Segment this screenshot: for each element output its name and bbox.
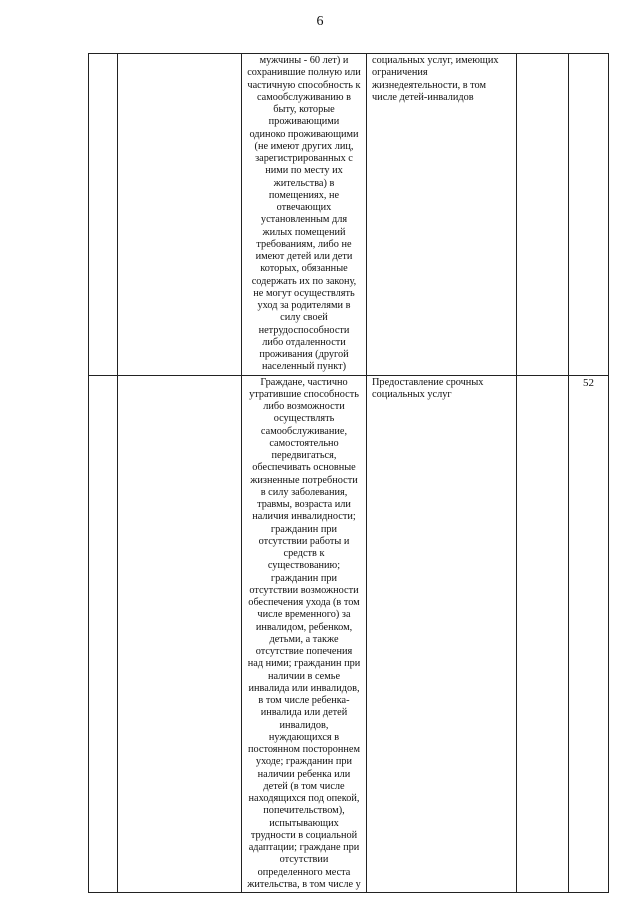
table-cell-empty	[118, 375, 242, 893]
table-row	[89, 375, 609, 893]
number-cell	[569, 54, 609, 376]
row-number	[569, 54, 608, 55]
table-row	[89, 54, 609, 376]
recipients-cell	[242, 54, 367, 376]
number-cell	[569, 375, 609, 893]
recipients-cell	[242, 375, 367, 893]
table-cell-empty	[89, 375, 118, 893]
row-number: 52	[583, 376, 594, 389]
page-number: 6	[316, 14, 324, 29]
recipients-text: мужчины - 60 лет) и сохранившие полную или частичную способность к самообслуживанию в быту, которые проживающими одиноко проживающими (не имеют других лиц, зарегистрированных с ними по месту их жительства) в помещениях, не отвечающих установленным для жилых помещений требованиям, либо не имеют детей или дети которых, обязанные содержать их по закону, не могут осуществлять уход за родителями в силу своей нетрудоспособности либо отдаленности проживания (другой населенный пункт)	[247, 55, 361, 373]
table-cell-empty	[517, 375, 569, 893]
services-cell	[367, 375, 517, 893]
table-cell-empty	[517, 54, 569, 376]
recipients-text: Граждане, частично утратившие способность либо возможности осуществлять самообслуживание, самостоятельно передвигаться, обеспечивать основные жизненные потребности в силу заболевания, травмы, возраста или наличия инвалидности; гражданин при отсутствии работы и средств к существованию; гражданин при отсутствии возможности обеспечения ухода (в том числе временного) за инвалидом, ребенком, детьми, а также отсутствие попечения над ними; гражданин при наличии в семье инвалида или инвалидов, в том числе ребенка- инвалида или детей инвалидов, нуждающихся в постоянном постороннем уходе; гражданин при наличии ребенка или детей (в том числе находящихся под опекой, попечительством), испытывающих трудности в социальной адаптации; граждане при отсутствии определенного места жительства, в том числе у	[247, 376, 361, 890]
services-table	[88, 53, 609, 893]
table-cell-empty	[118, 54, 242, 376]
services-cell	[367, 54, 517, 376]
services-text: социальных услуг, имеющих ограничения жизнедеятельности, в том числе детей-инвалидов	[372, 55, 499, 103]
services-text: Предоставление срочных социальных услуг	[372, 376, 484, 400]
table-cell-empty	[89, 54, 118, 376]
